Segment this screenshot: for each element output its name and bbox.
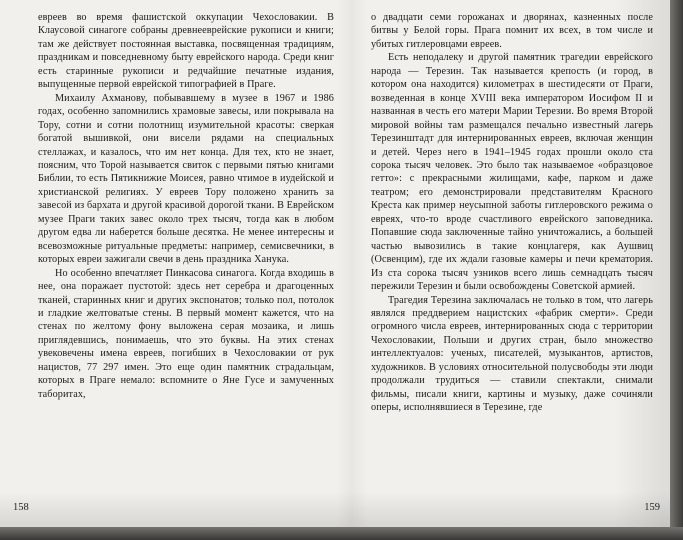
book-edge-right (670, 0, 683, 540)
paragraph: Михаилу Ахманову, побывавшему в музее в 1967 и 1986 годах, особенно запомнились храмовые завесы, или покрывала на Тору, сотни и сотни полотнищ изумительной красоты: сверкая богатой вышивкой, они висели рядами на специальных стеллажах, и казалось, что им нет конца. Для тех, кто не знает, поясним, что Торой называется свиток с первыми пятью книгами Библии, то есть Пятикнижие Моисея, равно чтимое в иудейской и христианской религиях. У евреев Тору положено хранить за завесой из бархата и другой красивой дорогой ткани. В Еврейском музее Праги таких завес около трех тысяч, тогда как в любом другом едва ли наберется больше десятка. Не менее интересны и всевозможные ритуальные предметы: например, семисвечники, в которых евреи зажигали свечи в день праздника Ханука. (38, 92, 334, 266)
right-page-text (371, 11, 653, 415)
left-page-text (38, 11, 334, 401)
paragraph: Есть неподалеку и другой памятник трагедии еврейского народа — Терезин. Так называется крепость (и город, в котором она находится) километрах в шестидесяти от Праги, возведенная в конце XVIII века императором Иосифом II и названная в честь его матери Марии Терезии. Во время Второй мировой войны там размещался печально известный лагерь Терезинштадт для интернированных евреев, включая женщин и детей. Через него в 1941–1945 годах прошли около ста сорока тысяч человек. Это было так называемое «образцовое гетто»: с прекрасными жилищами, кафе, парком и даже театром; его демонстрировали представителям Красного Креста как пример неусыпной заботы гитлеровского режима о евреях, что-то вроде счастливого еврейского заповедника. Попавшие сюда заключенные тайно уничтожались, а большей частью вывозились в такие концлагеря, как Аушвиц (Освенцим), где их ждали газовые камеры и печи крематория. Из ста сорока тысяч узников всего лишь семнадцать тысяч пережили Терезин и были освобождены Советской армией. (371, 52, 653, 293)
page-number-right: 159 (644, 502, 660, 513)
paragraph: о двадцати семи горожанах и дворянах, казненных после битвы у Белой горы. Прага помнит их всех, в том числе и убитых гитлеровцами евреев. (371, 12, 653, 50)
page-gutter-shadow (337, 0, 367, 540)
page-number-left: 158 (13, 502, 29, 513)
paragraph: Но особенно впечатляет Пинкасова синагога. Когда входишь в нее, она поражает пустотой: здесь нет серебра и драгоценных тканей, старинных книг и других экспонатов; только пол, потолок и гладкие желтоватые стены. В первый момент кажется, что на стенах по желтому фону выложена серая мозаика, и лишь приглядевшись, понимаешь, что это буквы. На этих стенах увековечены имена евреев, погибших в Чехословакии от рук нацистов, 77 297 имен. Это еще один памятник страдальцам, которых в Праге немало: вспомните о Яне Гусе и замученных таборитах, (38, 267, 334, 400)
book-edge-bottom (0, 527, 683, 540)
paragraph: евреев во время фашистской оккупации Чехословакии. В Клаусовой синагоге собраны древнееврейские рукописи и книги; там же действует постоянная выставка, посвященная традициям, праздникам и повседневному быту еврейского народа. Среди книг есть старинные рукописи и редчайшие печатные издания, выпущенные первой еврейской типографией в Праге. (38, 12, 334, 91)
paragraph: Трагедия Терезина заключалась не только в том, что лагерь являлся преддверием нацистских «фабрик смерти». Среди огромного числа евреев, интернированных сюда с территории Чехословакии, Польши и других стран, было множество интеллектуалов: ученых, писателей, музыкантов, артистов, художников. В условиях относительной полусвободы эти люди продолжали трудиться — ставили спектакли, снимали фильмы, писали книги, картины и музыку, даже сочиняли оперы, исполнявшиеся в Терезине, где (371, 294, 653, 414)
